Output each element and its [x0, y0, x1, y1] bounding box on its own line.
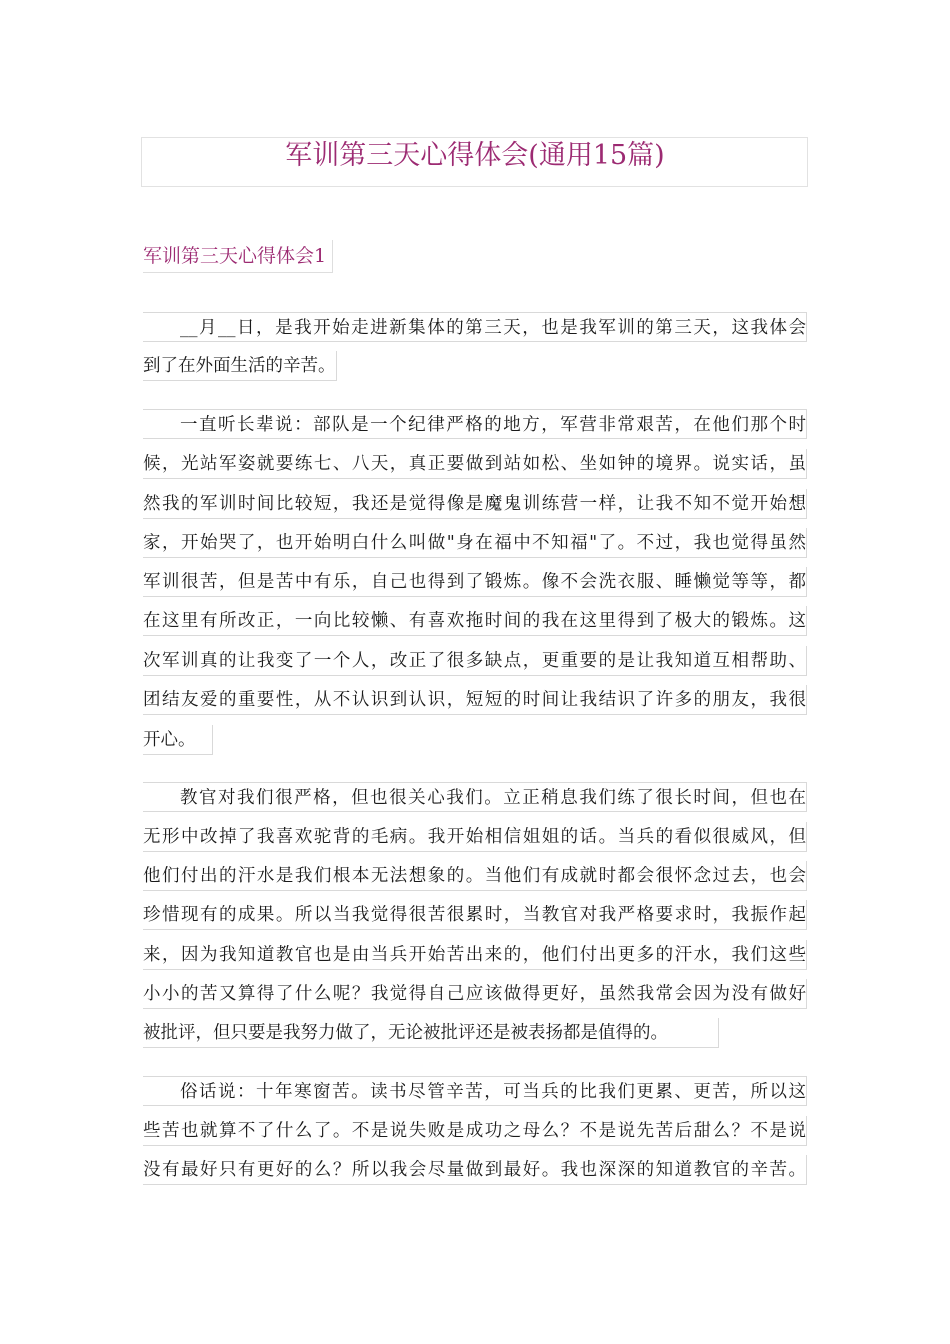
text-line: 些苦也就算不了什么了。不是说失败是成功之母么？不是说先苦后甜么？不是说: [143, 1116, 807, 1146]
text-line: 开心。: [143, 725, 213, 755]
text-line: 珍惜现有的成果。所以当我觉得很苦很累时，当教官对我严格要求时，我振作起: [143, 900, 807, 930]
text-line: 军训很苦，但是苦中有乐，自己也得到了锻炼。像不会洗衣服、睡懒觉等等，都: [143, 567, 807, 597]
text-line: 候，光站军姿就要练七、八天，真正要做到站如松、坐如钟的境界。说实话，虽: [143, 449, 807, 479]
text-line: 来，因为我知道教官也是由当兵开始苦出来的，他们付出更多的汗水，我们这些: [143, 940, 807, 970]
document-title: 军训第三天心得体会(通用15篇): [285, 140, 665, 171]
text-line: 团结友爱的重要性，从不认识到认识，短短的时间让我结识了许多的朋友，我很: [143, 685, 807, 715]
text-line: 俗话说：十年寒窗苦。读书尽管辛苦，可当兵的比我们更累、更苦，所以这: [143, 1076, 807, 1106]
text-line: 被批评，但只要是我努力做了，无论被批评还是被表扬都是值得的。: [143, 1018, 719, 1048]
text-line: 家，开始哭了，也开始明白什么叫做"身在福中不知福"了。不过，我也觉得虽然: [143, 528, 807, 558]
text-line: 在这里有所改正，一向比较懒、有喜欢拖时间的我在这里得到了极大的锻炼。这: [143, 606, 807, 636]
section-heading: 军训第三天心得体会1: [143, 240, 333, 273]
text-line: 没有最好只有更好的么？所以我会尽量做到最好。我也深深的知道教官的辛苦。: [143, 1155, 807, 1185]
text-line: 到了在外面生活的辛苦。: [143, 351, 337, 381]
text-line: 然我的军训时间比较短，我还是觉得像是魔鬼训练营一样，让我不知不觉开始想: [143, 489, 807, 519]
text-line: 教官对我们很严格，但也很关心我们。立正稍息我们练了很长时间，但也在: [143, 782, 807, 812]
text-line: __月__日，是我开始走进新集体的第三天，也是我军训的第三天，这我体会: [143, 312, 807, 342]
text-line: 他们付出的汗水是我们根本无法想象的。当他们有成就时都会很怀念过去，也会: [143, 861, 807, 891]
text-line: 一直听长辈说：部队是一个纪律严格的地方，军营非常艰苦，在他们那个时: [143, 409, 807, 439]
text-line: 小小的苦又算得了什么呢？我觉得自己应该做得更好，虽然我常会因为没有做好: [143, 979, 807, 1009]
text-line: 无形中改掉了我喜欢驼背的毛病。我开始相信姐姐的话。当兵的看似很威风，但: [143, 822, 807, 852]
text-line: 次军训真的让我变了一个人，改正了很多缺点，更重要的是让我知道互相帮助、: [143, 646, 807, 676]
